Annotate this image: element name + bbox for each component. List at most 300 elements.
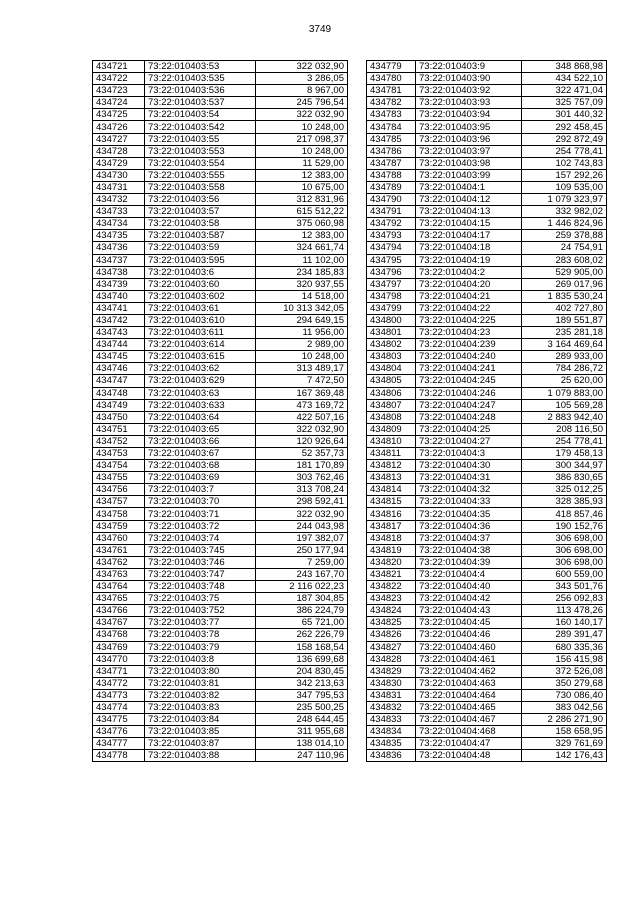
table-row — [93, 266, 348, 278]
cadastral-value: 256 092,83 — [522, 593, 607, 605]
table-row — [93, 387, 348, 399]
row-number: 434752 — [93, 435, 145, 447]
cadastral-number: 73:22:010404:25 — [416, 423, 522, 435]
table-row — [367, 302, 607, 314]
cadastral-value: 187 304,85 — [256, 593, 348, 605]
row-number: 434786 — [367, 145, 416, 157]
row-number: 434789 — [367, 181, 416, 193]
cadastral-value: 254 778,41 — [522, 435, 607, 447]
table-row — [93, 157, 348, 169]
row-number: 434815 — [367, 496, 416, 508]
row-number: 434758 — [93, 508, 145, 520]
cadastral-value: 11 102,00 — [256, 254, 348, 266]
table-row — [367, 278, 607, 290]
row-number: 434782 — [367, 97, 416, 109]
cadastral-number: 73:22:010404:465 — [416, 701, 522, 713]
row-number: 434810 — [367, 435, 416, 447]
cadastral-number: 73:22:010404:35 — [416, 508, 522, 520]
table-row — [367, 484, 607, 496]
row-number: 434835 — [367, 738, 416, 750]
cadastral-number: 73:22:010403:7 — [145, 484, 256, 496]
table-row — [93, 460, 348, 472]
row-number: 434771 — [93, 665, 145, 677]
table-row — [93, 750, 348, 762]
table-row — [93, 327, 348, 339]
cadastral-number: 73:22:010403:6 — [145, 266, 256, 278]
cadastral-number: 73:22:010404:463 — [416, 677, 522, 689]
table-row — [367, 532, 607, 544]
cadastral-number: 73:22:010403:633 — [145, 399, 256, 411]
cadastral-number: 73:22:010403:62 — [145, 363, 256, 375]
cadastral-number: 73:22:010403:88 — [145, 750, 256, 762]
row-number: 434801 — [367, 327, 416, 339]
cadastral-number: 73:22:010404:46 — [416, 629, 522, 641]
row-number: 434777 — [93, 738, 145, 750]
cadastral-number: 73:22:010403:746 — [145, 556, 256, 568]
cadastral-value: 105 569,28 — [522, 399, 607, 411]
cadastral-number: 73:22:010403:747 — [145, 568, 256, 580]
row-number: 434748 — [93, 387, 145, 399]
cadastral-value: 269 017,96 — [522, 278, 607, 290]
cadastral-number: 73:22:010403:58 — [145, 218, 256, 230]
cadastral-value: 386 224,79 — [256, 605, 348, 617]
table-row — [367, 496, 607, 508]
cadastral-number: 73:22:010404:245 — [416, 375, 522, 387]
row-number: 434803 — [367, 351, 416, 363]
cadastral-value: 2 883 942,40 — [522, 411, 607, 423]
cadastral-value: 120 926,64 — [256, 435, 348, 447]
cadastral-value: 311 955,68 — [256, 726, 348, 738]
cadastral-number: 73:22:010403:59 — [145, 242, 256, 254]
table-row — [367, 290, 607, 302]
row-number: 434750 — [93, 411, 145, 423]
row-number: 434773 — [93, 689, 145, 701]
cadastral-value: 325 757,09 — [522, 97, 607, 109]
cadastral-value: 142 176,43 — [522, 750, 607, 762]
cadastral-number: 73:22:010404:42 — [416, 593, 522, 605]
table-row — [93, 254, 348, 266]
cadastral-number: 73:22:010404:4 — [416, 568, 522, 580]
table-row — [93, 423, 348, 435]
cadastral-number: 73:22:010404:246 — [416, 387, 522, 399]
cadastral-value: 3 164 469,64 — [522, 339, 607, 351]
cadastral-value: 7 472,50 — [256, 375, 348, 387]
table-row — [367, 314, 607, 326]
cadastral-value: 289 933,00 — [522, 351, 607, 363]
cadastral-value: 12 383,00 — [256, 169, 348, 181]
cadastral-value: 197 382,07 — [256, 532, 348, 544]
table-row — [93, 218, 348, 230]
row-number: 434817 — [367, 520, 416, 532]
row-number: 434806 — [367, 387, 416, 399]
table-row — [93, 230, 348, 242]
table-row — [367, 508, 607, 520]
cadastral-number: 73:22:010403:85 — [145, 726, 256, 738]
cadastral-number: 73:22:010403:65 — [145, 423, 256, 435]
table-row — [367, 85, 607, 97]
row-number: 434824 — [367, 605, 416, 617]
row-number: 434724 — [93, 97, 145, 109]
cadastral-value: 244 043,98 — [256, 520, 348, 532]
row-number: 434735 — [93, 230, 145, 242]
cadastral-value: 156 415,98 — [522, 653, 607, 665]
table-row — [367, 460, 607, 472]
cadastral-value: 322 471,04 — [522, 85, 607, 97]
cadastral-number: 73:22:010404:30 — [416, 460, 522, 472]
cadastral-value: 680 335,36 — [522, 641, 607, 653]
table-row — [93, 532, 348, 544]
table-row — [93, 109, 348, 121]
table-row — [93, 145, 348, 157]
cadastral-number: 73:22:010404:40 — [416, 581, 522, 593]
table-row — [367, 701, 607, 713]
table-row — [367, 61, 607, 73]
table-row — [93, 689, 348, 701]
cadastral-number: 73:22:010403:92 — [416, 85, 522, 97]
table-row — [93, 568, 348, 580]
cadastral-number: 73:22:010403:55 — [145, 133, 256, 145]
cadastral-number: 73:22:010403:71 — [145, 508, 256, 520]
cadastral-value: 306 698,00 — [522, 556, 607, 568]
cadastral-value: 322 032,90 — [256, 508, 348, 520]
table-row — [367, 266, 607, 278]
row-number: 434738 — [93, 266, 145, 278]
row-number: 434799 — [367, 302, 416, 314]
cadastral-number: 73:22:010403:542 — [145, 121, 256, 133]
left-cadastral-table — [92, 60, 348, 762]
table-row — [93, 496, 348, 508]
table-row — [93, 133, 348, 145]
row-number: 434818 — [367, 532, 416, 544]
table-row — [93, 653, 348, 665]
cadastral-value: 342 213,63 — [256, 677, 348, 689]
cadastral-value: 245 796,54 — [256, 97, 348, 109]
table-row — [367, 363, 607, 375]
table-row — [367, 387, 607, 399]
table-row — [93, 556, 348, 568]
row-number: 434764 — [93, 581, 145, 593]
row-number: 434797 — [367, 278, 416, 290]
cadastral-number: 73:22:010403:74 — [145, 532, 256, 544]
cadastral-number: 73:22:010403:595 — [145, 254, 256, 266]
cadastral-value: 189 551,87 — [522, 314, 607, 326]
row-number: 434759 — [93, 520, 145, 532]
cadastral-value: 1 446 824,96 — [522, 218, 607, 230]
row-number: 434734 — [93, 218, 145, 230]
row-number: 434785 — [367, 133, 416, 145]
table-row — [93, 738, 348, 750]
cadastral-number: 73:22:010403:54 — [145, 109, 256, 121]
row-number: 434756 — [93, 484, 145, 496]
row-number: 434753 — [93, 448, 145, 460]
row-number: 434825 — [367, 617, 416, 629]
cadastral-number: 73:22:010404:248 — [416, 411, 522, 423]
table-row — [367, 714, 607, 726]
row-number: 434733 — [93, 206, 145, 218]
cadastral-value: 383 042,56 — [522, 701, 607, 713]
cadastral-value: 235 281,18 — [522, 327, 607, 339]
cadastral-number: 73:22:010404:32 — [416, 484, 522, 496]
cadastral-value: 25 620,00 — [522, 375, 607, 387]
row-number: 434775 — [93, 714, 145, 726]
cadastral-number: 73:22:010403:72 — [145, 520, 256, 532]
cadastral-number: 73:22:010404:19 — [416, 254, 522, 266]
cadastral-number: 73:22:010404:43 — [416, 605, 522, 617]
cadastral-value: 243 167,70 — [256, 568, 348, 580]
cadastral-number: 73:22:010403:60 — [145, 278, 256, 290]
cadastral-number: 73:22:010404:464 — [416, 689, 522, 701]
cadastral-value: 306 698,00 — [522, 532, 607, 544]
cadastral-number: 73:22:010404:1 — [416, 181, 522, 193]
cadastral-value: 2 989,00 — [256, 339, 348, 351]
cadastral-value: 24 754,91 — [522, 242, 607, 254]
table-row — [93, 641, 348, 653]
cadastral-value: 208 116,50 — [522, 423, 607, 435]
cadastral-value: 386 830,65 — [522, 472, 607, 484]
table-row — [367, 218, 607, 230]
cadastral-value: 3 286,05 — [256, 73, 348, 85]
cadastral-value: 343 501,76 — [522, 581, 607, 593]
cadastral-value: 322 032,90 — [256, 61, 348, 73]
cadastral-value: 350 279,68 — [522, 677, 607, 689]
row-number: 434749 — [93, 399, 145, 411]
row-number: 434814 — [367, 484, 416, 496]
table-row — [367, 677, 607, 689]
cadastral-number: 73:22:010403:536 — [145, 85, 256, 97]
row-number: 434726 — [93, 121, 145, 133]
row-number: 434755 — [93, 472, 145, 484]
cadastral-value: 109 535,00 — [522, 181, 607, 193]
cadastral-number: 73:22:010403:535 — [145, 73, 256, 85]
row-number: 434834 — [367, 726, 416, 738]
cadastral-number: 73:22:010404:239 — [416, 339, 522, 351]
cadastral-number: 73:22:010403:63 — [145, 387, 256, 399]
cadastral-number: 73:22:010404:23 — [416, 327, 522, 339]
table-row — [367, 629, 607, 641]
row-number: 434836 — [367, 750, 416, 762]
cadastral-value: 324 661,74 — [256, 242, 348, 254]
row-number: 434798 — [367, 290, 416, 302]
cadastral-value: 10 248,00 — [256, 145, 348, 157]
table-row — [367, 399, 607, 411]
cadastral-value: 347 795,53 — [256, 689, 348, 701]
cadastral-value: 294 649,15 — [256, 314, 348, 326]
row-number: 434808 — [367, 411, 416, 423]
table-row — [93, 121, 348, 133]
cadastral-value: 322 032,90 — [256, 109, 348, 121]
table-row — [367, 750, 607, 762]
cadastral-value: 181 170,89 — [256, 460, 348, 472]
cadastral-number: 73:22:010403:94 — [416, 109, 522, 121]
cadastral-number: 73:22:010403:97 — [416, 145, 522, 157]
row-number: 434728 — [93, 145, 145, 157]
cadastral-value: 7 259,00 — [256, 556, 348, 568]
cadastral-value: 234 185,83 — [256, 266, 348, 278]
table-row — [367, 593, 607, 605]
table-row — [93, 375, 348, 387]
cadastral-number: 73:22:010404:247 — [416, 399, 522, 411]
table-row — [367, 206, 607, 218]
row-number: 434742 — [93, 314, 145, 326]
cadastral-number: 73:22:010404:467 — [416, 714, 522, 726]
cadastral-number: 73:22:010404:20 — [416, 278, 522, 290]
row-number: 434760 — [93, 532, 145, 544]
row-number: 434747 — [93, 375, 145, 387]
table-row — [93, 73, 348, 85]
table-row — [93, 520, 348, 532]
cadastral-number: 73:22:010403:8 — [145, 653, 256, 665]
row-number: 434795 — [367, 254, 416, 266]
row-number: 434783 — [367, 109, 416, 121]
row-number: 434741 — [93, 302, 145, 314]
cadastral-number: 73:22:010403:87 — [145, 738, 256, 750]
cadastral-number: 73:22:010404:241 — [416, 363, 522, 375]
cadastral-value: 306 698,00 — [522, 544, 607, 556]
table-row — [93, 290, 348, 302]
table-row — [93, 169, 348, 181]
cadastral-value: 322 032,90 — [256, 423, 348, 435]
row-number: 434790 — [367, 194, 416, 206]
row-number: 434765 — [93, 593, 145, 605]
table-row — [93, 435, 348, 447]
row-number: 434804 — [367, 363, 416, 375]
cadastral-number: 73:22:010404:17 — [416, 230, 522, 242]
table-row — [93, 97, 348, 109]
cadastral-value: 300 344,97 — [522, 460, 607, 472]
row-number: 434730 — [93, 169, 145, 181]
cadastral-number: 73:22:010403:611 — [145, 327, 256, 339]
cadastral-number: 73:22:010403:752 — [145, 605, 256, 617]
row-number: 434737 — [93, 254, 145, 266]
cadastral-number: 73:22:010403:69 — [145, 472, 256, 484]
row-number: 434754 — [93, 460, 145, 472]
cadastral-value: 158 658,95 — [522, 726, 607, 738]
row-number: 434778 — [93, 750, 145, 762]
cadastral-number: 73:22:010404:45 — [416, 617, 522, 629]
table-row — [367, 97, 607, 109]
table-row — [93, 726, 348, 738]
row-number: 434762 — [93, 556, 145, 568]
table-row — [367, 653, 607, 665]
row-number: 434725 — [93, 109, 145, 121]
row-number: 434805 — [367, 375, 416, 387]
cadastral-value: 372 526,08 — [522, 665, 607, 677]
cadastral-value: 313 708,24 — [256, 484, 348, 496]
cadastral-number: 73:22:010403:84 — [145, 714, 256, 726]
cadastral-number: 73:22:010404:31 — [416, 472, 522, 484]
table-row — [367, 351, 607, 363]
cadastral-value: 422 507,16 — [256, 411, 348, 423]
row-number: 434780 — [367, 73, 416, 85]
cadastral-value: 348 868,98 — [522, 61, 607, 73]
table-row — [93, 351, 348, 363]
cadastral-value: 1 835 530,24 — [522, 290, 607, 302]
cadastral-number: 73:22:010403:95 — [416, 121, 522, 133]
cadastral-value: 1 079 323,97 — [522, 194, 607, 206]
cadastral-number: 73:22:010403:537 — [145, 97, 256, 109]
table-row — [367, 145, 607, 157]
cadastral-number: 73:22:010404:18 — [416, 242, 522, 254]
table-row — [367, 556, 607, 568]
cadastral-number: 73:22:010404:48 — [416, 750, 522, 762]
cadastral-value: 52 357,73 — [256, 448, 348, 460]
cadastral-number: 73:22:010403:70 — [145, 496, 256, 508]
cadastral-value: 14 518,00 — [256, 290, 348, 302]
table-row — [93, 339, 348, 351]
cadastral-number: 73:22:010403:80 — [145, 665, 256, 677]
cadastral-value: 283 608,02 — [522, 254, 607, 266]
cadastral-value: 65 721,00 — [256, 617, 348, 629]
cadastral-number: 73:22:010403:9 — [416, 61, 522, 73]
row-number: 434779 — [367, 61, 416, 73]
row-number: 434787 — [367, 157, 416, 169]
table-row — [367, 254, 607, 266]
cadastral-value: 10 675,00 — [256, 181, 348, 193]
cadastral-number: 73:22:010403:66 — [145, 435, 256, 447]
cadastral-value: 250 177,94 — [256, 544, 348, 556]
right-cadastral-table — [366, 60, 607, 762]
cadastral-value: 2 116 022,23 — [256, 581, 348, 593]
cadastral-value: 529 905,00 — [522, 266, 607, 278]
row-number: 434800 — [367, 314, 416, 326]
row-number: 434807 — [367, 399, 416, 411]
cadastral-value: 259 378,88 — [522, 230, 607, 242]
cadastral-value: 235 500,25 — [256, 701, 348, 713]
cadastral-number: 73:22:010404:33 — [416, 496, 522, 508]
cadastral-number: 73:22:010404:240 — [416, 351, 522, 363]
row-number: 434827 — [367, 641, 416, 653]
cadastral-value: 11 529,00 — [256, 157, 348, 169]
row-number: 434729 — [93, 157, 145, 169]
cadastral-value: 138 014,10 — [256, 738, 348, 750]
cadastral-number: 73:22:010403:745 — [145, 544, 256, 556]
row-number: 434821 — [367, 568, 416, 580]
row-number: 434829 — [367, 665, 416, 677]
row-number: 434769 — [93, 641, 145, 653]
cadastral-number: 73:22:010404:39 — [416, 556, 522, 568]
cadastral-number: 73:22:010403:75 — [145, 593, 256, 605]
row-number: 434791 — [367, 206, 416, 218]
table-row — [367, 738, 607, 750]
cadastral-number: 73:22:010403:99 — [416, 169, 522, 181]
cadastral-number: 73:22:010404:15 — [416, 218, 522, 230]
row-number: 434723 — [93, 85, 145, 97]
row-number: 434727 — [93, 133, 145, 145]
cadastral-number: 73:22:010403:90 — [416, 73, 522, 85]
cadastral-value: 262 226,79 — [256, 629, 348, 641]
cadastral-number: 73:22:010403:83 — [145, 701, 256, 713]
table-row — [93, 85, 348, 97]
cadastral-value: 434 522,10 — [522, 73, 607, 85]
row-number: 434740 — [93, 290, 145, 302]
cadastral-number: 73:22:010403:64 — [145, 411, 256, 423]
cadastral-value: 247 110,96 — [256, 750, 348, 762]
row-number: 434812 — [367, 460, 416, 472]
table-row — [367, 73, 607, 85]
cadastral-number: 73:22:010403:77 — [145, 617, 256, 629]
cadastral-number: 73:22:010403:614 — [145, 339, 256, 351]
row-number: 434732 — [93, 194, 145, 206]
cadastral-number: 73:22:010403:615 — [145, 351, 256, 363]
table-row — [367, 544, 607, 556]
table-row — [367, 568, 607, 580]
cadastral-value: 418 857,46 — [522, 508, 607, 520]
row-number: 434772 — [93, 677, 145, 689]
row-number: 434788 — [367, 169, 416, 181]
cadastral-number: 73:22:010404:12 — [416, 194, 522, 206]
row-number: 434802 — [367, 339, 416, 351]
row-number: 434751 — [93, 423, 145, 435]
